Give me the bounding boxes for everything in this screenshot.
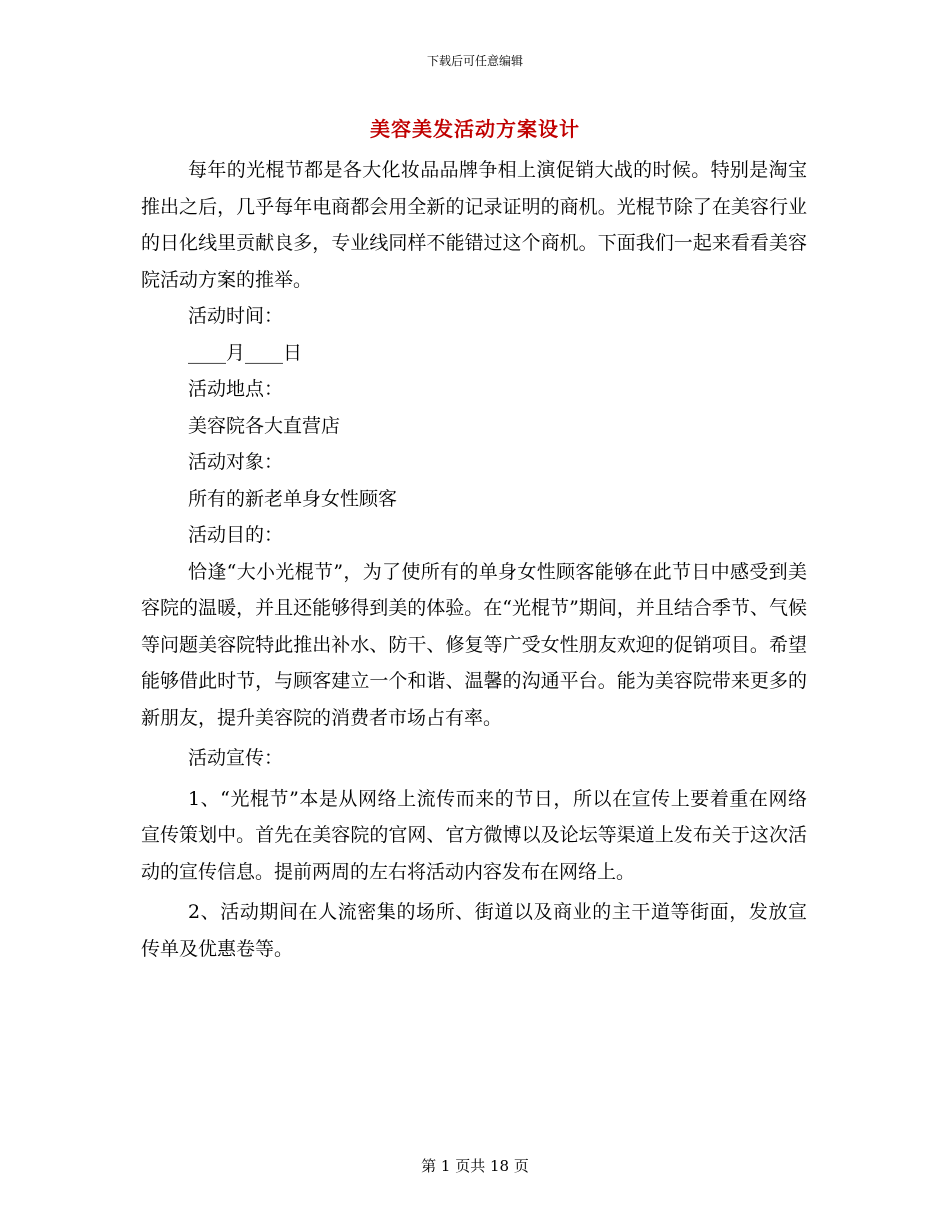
activity-target-label: 活动对象： bbox=[188, 451, 284, 473]
intro-paragraph: 每年的光棍节都是各大化妆品品牌争相上演促销大战的时候。特别是淘宝推出之后，几乎每年电商都会用全新的记录证明的商机。光棍节除了在美容行业的日化线里贡献良多，专业线同样不能错过这个商机。下面我们一起来看看美容院活动方案的推举。 bbox=[141, 159, 807, 291]
activity-promotion-label: 活动宣传： bbox=[188, 747, 284, 769]
activity-date-blank: ____月____日 bbox=[188, 341, 303, 364]
activity-location-label: 活动地点： bbox=[188, 378, 284, 400]
promotion-item-1: 1、“光棍节”本是从网络上流传而来的节日，所以在宣传上要着重在网络宣传策划中。首先在美容院的官网、官方微博以及论坛等渠道上发布关于这次活动的宣传信息。提前两周的左右将活动内容发布在网络上。 bbox=[141, 787, 807, 883]
activity-purpose-label: 活动目的： bbox=[188, 524, 284, 546]
document-title: 美容美发活动方案设计 bbox=[370, 117, 580, 141]
document-body bbox=[141, 152, 807, 967]
activity-purpose-paragraph: 恰逢“大小光棍节”，为了使所有的单身女性顾客能够在此节日中感受到美容院的温暖，并且还能够得到美的体验。在“光棍节”期间，并且结合季节、气候等问题美容院特此推出补水、防干、修复等广受女性朋友欢迎的促销项目。希望能够借此时节，与顾客建立一个和谐、温馨的沟通平台。能为美容院带来更多的新朋友，提升美容院的消费者市场占有率。 bbox=[141, 560, 807, 729]
page-header: 下载后可任意编辑 bbox=[426, 54, 523, 68]
activity-location-value: 美容院各大直营店 bbox=[188, 414, 341, 437]
activity-target-value: 所有的新老单身女性顾客 bbox=[188, 487, 398, 510]
page-footer: 第 1 页共 18 页 bbox=[421, 1157, 529, 1175]
promotion-item-2: 2、活动期间在人流密集的场所、街道以及商业的主干道等街面，发放宣传单及优惠卷等。 bbox=[141, 901, 807, 960]
activity-time-label: 活动时间： bbox=[188, 305, 284, 327]
